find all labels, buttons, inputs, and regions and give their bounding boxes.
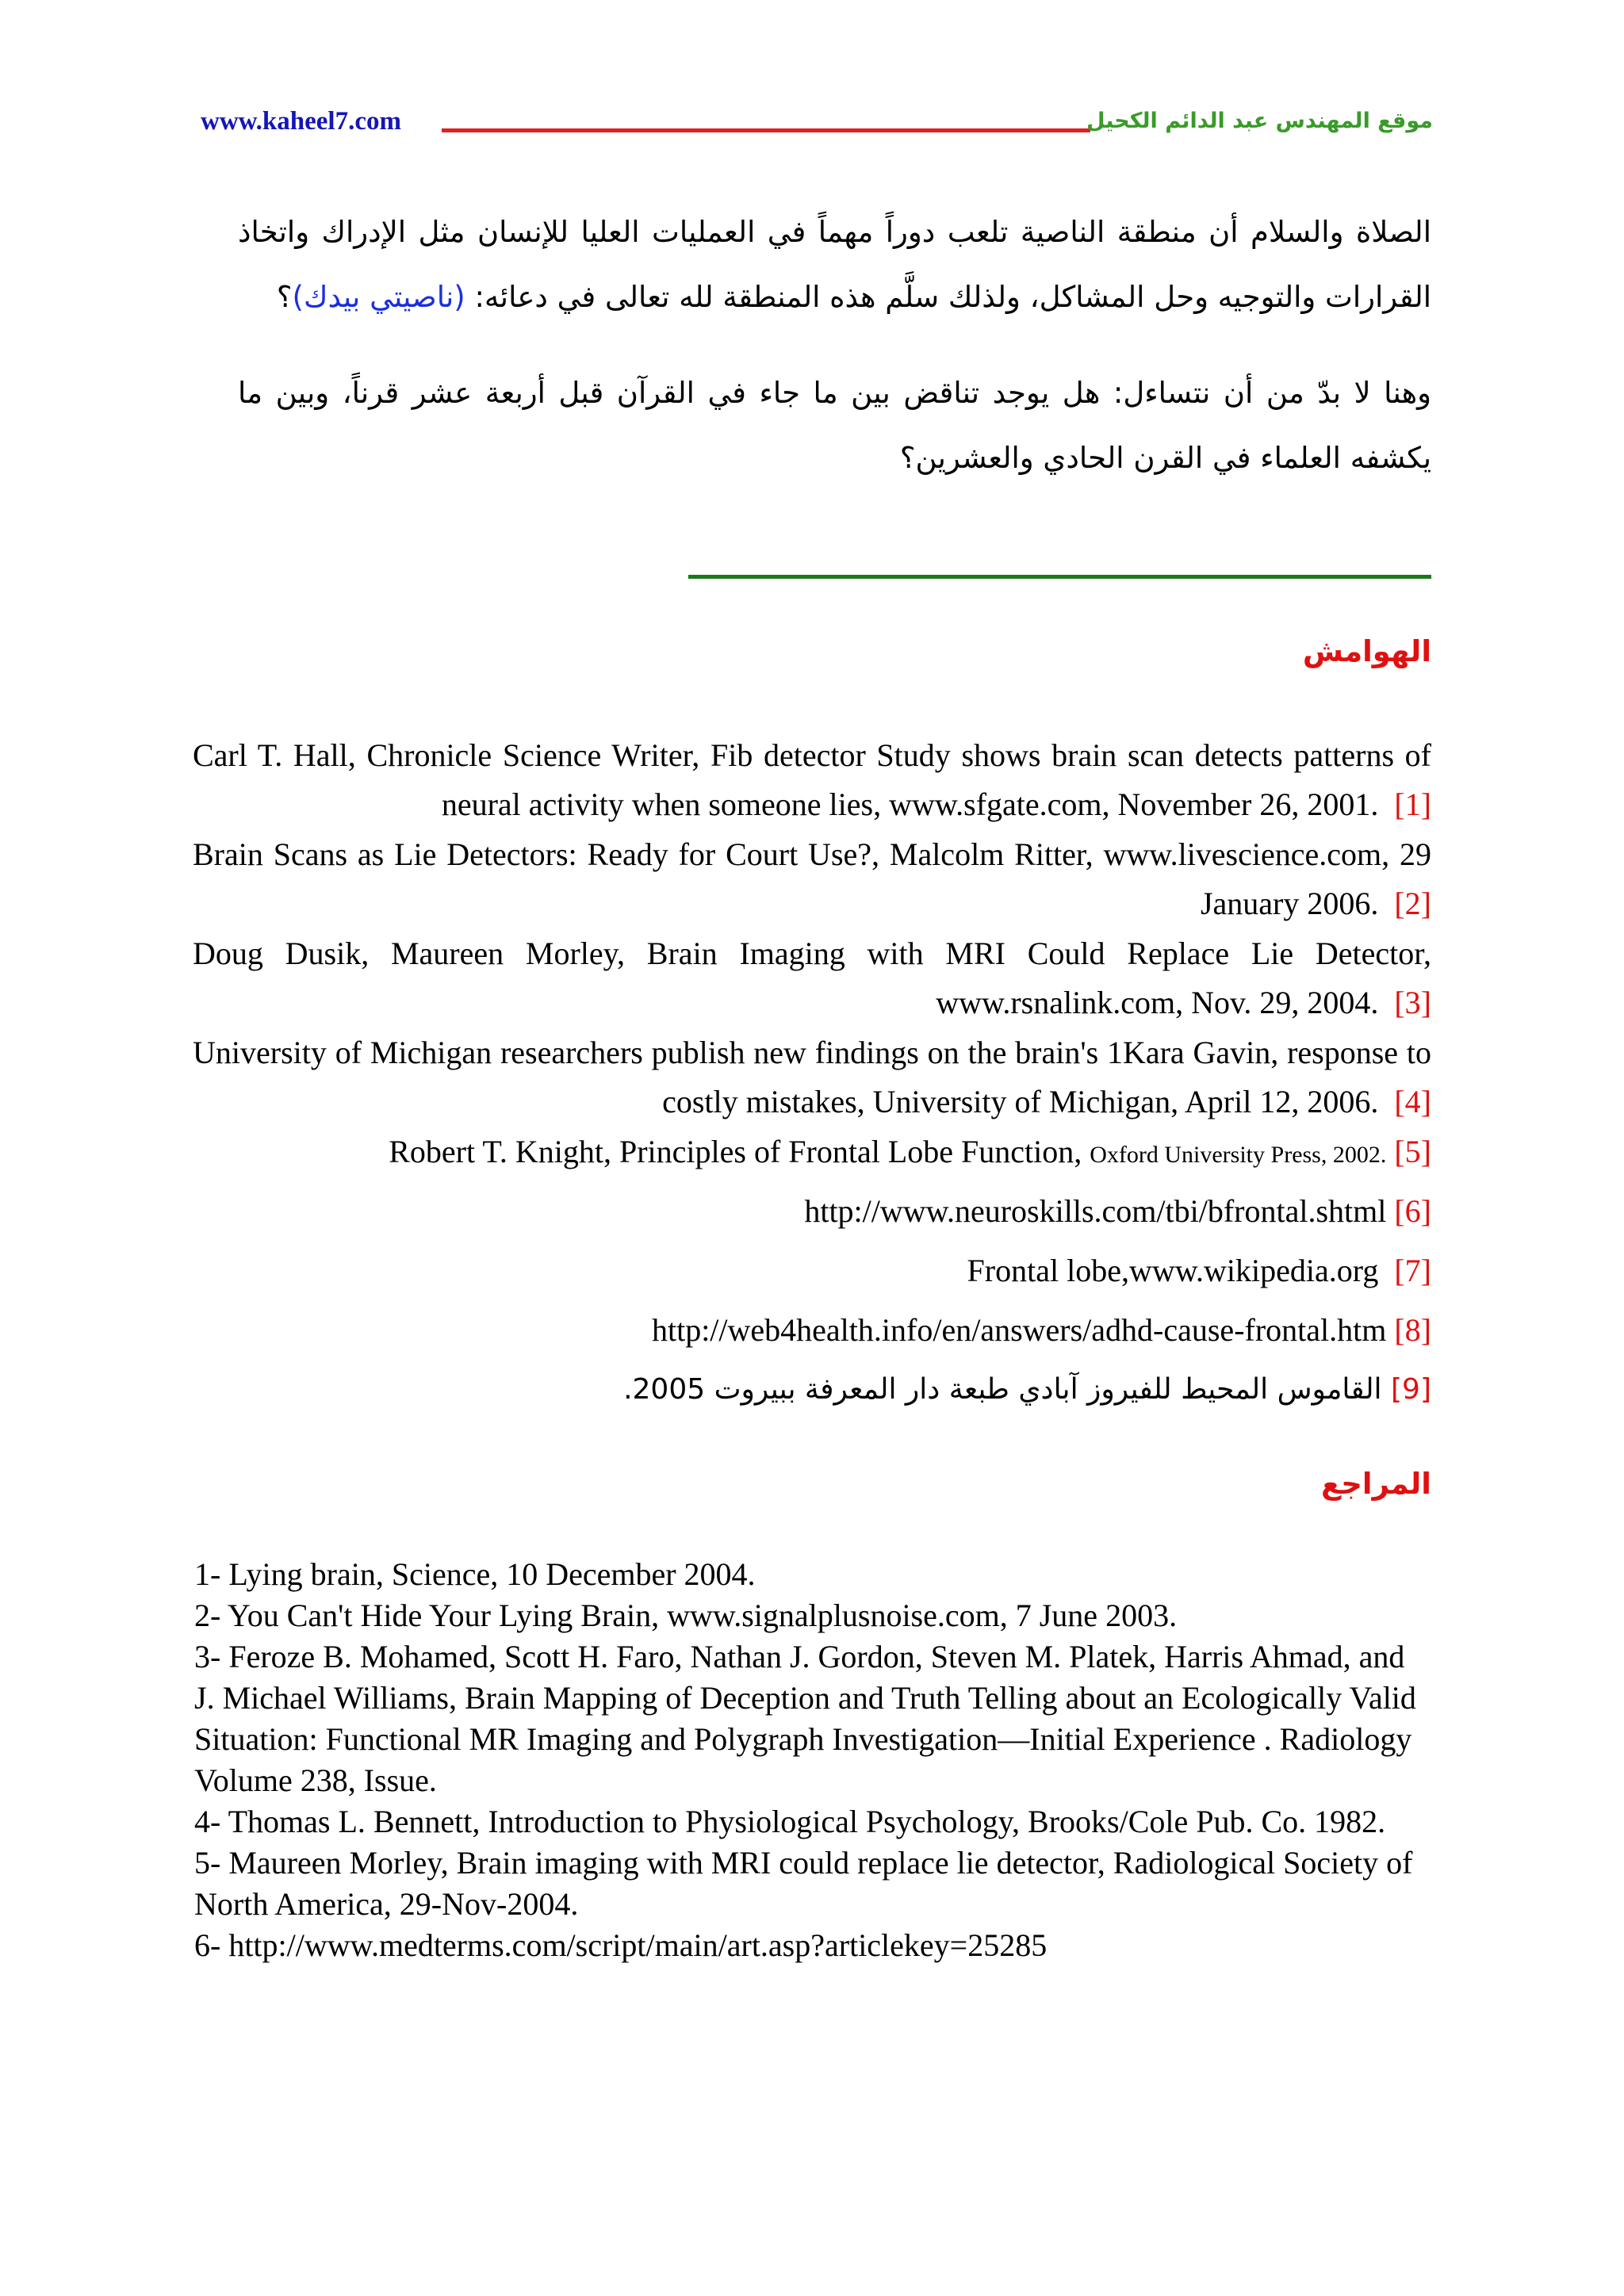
reference-item: 1- Lying brain, Science, 10 December 2004. <box>194 1556 756 1592</box>
footnote-7 <box>193 1246 1431 1295</box>
footnote-5-text: Robert T. Knight, Principles of Frontal Lobe Function, <box>389 1134 1082 1169</box>
footnote-6 <box>193 1187 1431 1236</box>
references-list <box>194 1554 1431 1966</box>
paragraph-1-end: ؟ <box>276 280 293 314</box>
header-rule <box>442 128 1090 132</box>
footnote-8-number: [8] <box>1394 1312 1431 1348</box>
footnote-3-number: [3] <box>1394 985 1431 1020</box>
footnote-3-text: Doug Dusik, Maureen Morley, Brain Imaging with MRI Could Replace Lie Detector, www.rsnalink.com, Nov. 29, 2004. <box>193 936 1431 1020</box>
reference-item: 5- Maureen Morley, Brain imaging with MRI could replace lie detector, Radiological Society of North America, 29-Nov-2004. <box>194 1845 1413 1922</box>
footnote-1-text: Carl T. Hall, Chronicle Science Writer, Fib detector Study shows brain scan detects patterns of neural activity when someone lies, www.sfgate.com, November 26, 2001. <box>193 737 1431 822</box>
paragraph-1-quote: (ناصيتي بيدك) <box>292 280 465 314</box>
body-paragraph-1 <box>238 200 1431 330</box>
reference-item: 3- Feroze B. Mohamed, Scott H. Faro, Nathan J. Gordon, Steven M. Platek, Harris Ahmad, and J. Michael Williams, Brain Mapping of Deception and Truth Telling about an Ecologically Valid Situation: Functional MR Imaging and Polygraph Investigation—Initial Experience . Radiology Volume 238, Issue. <box>194 1639 1416 1798</box>
paragraph-1-text: الصلاة والسلام أن منطقة الناصية تلعب دوراً مهماً في العمليات العليا للإنسان مثل الإدراك واتخاذ القرارات والتوجيه وحل المشاكل، ولذلك سلَّم هذه المنطقة لله تعالى في دعائه: <box>238 215 1431 314</box>
footnote-4 <box>193 1028 1431 1127</box>
footnote-9-number: [9] <box>1391 1373 1431 1406</box>
footnote-1-number: [1] <box>1394 786 1431 822</box>
footnote-5-number: [5] <box>1394 1134 1431 1169</box>
footnote-5-publisher: Oxford University Press, 2002. <box>1090 1142 1387 1168</box>
footnote-2 <box>193 830 1431 928</box>
footnote-8 <box>193 1306 1431 1355</box>
site-name: موقع المهندس عبد الدائم الكحيل <box>1086 109 1433 133</box>
reference-item: 2- You Can't Hide Your Lying Brain, www.signalplusnoise.com, 7 June 2003. <box>194 1598 1178 1633</box>
body-paragraph-2: وهنا لا بدّ من أن نتساءل: هل يوجد تناقض بين ما جاء في القرآن قبل أربعة عشر قرناً، وبين ما يكشفه العلماء في القرن الحادي والعشرين؟ <box>238 376 1431 475</box>
footnote-6-text[interactable]: http://www.neuroskills.com/tbi/bfrontal.shtml <box>804 1193 1387 1229</box>
footnote-1 <box>193 731 1431 829</box>
footnote-7-text: Frontal lobe,www.wikipedia.org <box>967 1253 1379 1288</box>
references-title: المراجع <box>1320 1467 1431 1501</box>
footnote-2-text: Brain Scans as Lie Detectors: Ready for Court Use?, Malcolm Ritter, www.livescience.com, 29 January 2006. <box>193 836 1431 921</box>
footnote-4-text: University of Michigan researchers publish new findings on the brain's 1Kara Gavin, response to costly mistakes, University of Michigan, April 12, 2006. <box>193 1035 1431 1119</box>
footnotes-title: الهوامش <box>1302 634 1431 668</box>
footnote-9 <box>193 1365 1431 1414</box>
footnote-9-text: القاموس المحيط للفيروز آبادي طبعة دار المعرفة ببيروت 2005. <box>623 1373 1382 1406</box>
section-divider <box>688 575 1431 579</box>
footnote-8-text[interactable]: http://web4health.info/en/answers/adhd-cause-frontal.htm <box>651 1312 1387 1348</box>
reference-item: 4- Thomas L. Bennett, Introduction to Physiological Psychology, Brooks/Cole Pub. Co. 1982. <box>194 1804 1386 1839</box>
footnote-5 <box>193 1127 1431 1180</box>
footnote-6-number: [6] <box>1394 1193 1431 1229</box>
footnote-7-number: [7] <box>1394 1253 1431 1288</box>
site-url[interactable]: www.kaheel7.com <box>201 107 401 136</box>
footnote-2-number: [2] <box>1394 886 1431 921</box>
page-header <box>194 101 1433 141</box>
reference-item: 6- http://www.medterms.com/script/main/art.asp?articlekey=25285 <box>194 1927 1048 1963</box>
footnote-3 <box>193 929 1431 1027</box>
footnote-4-number: [4] <box>1394 1084 1431 1119</box>
